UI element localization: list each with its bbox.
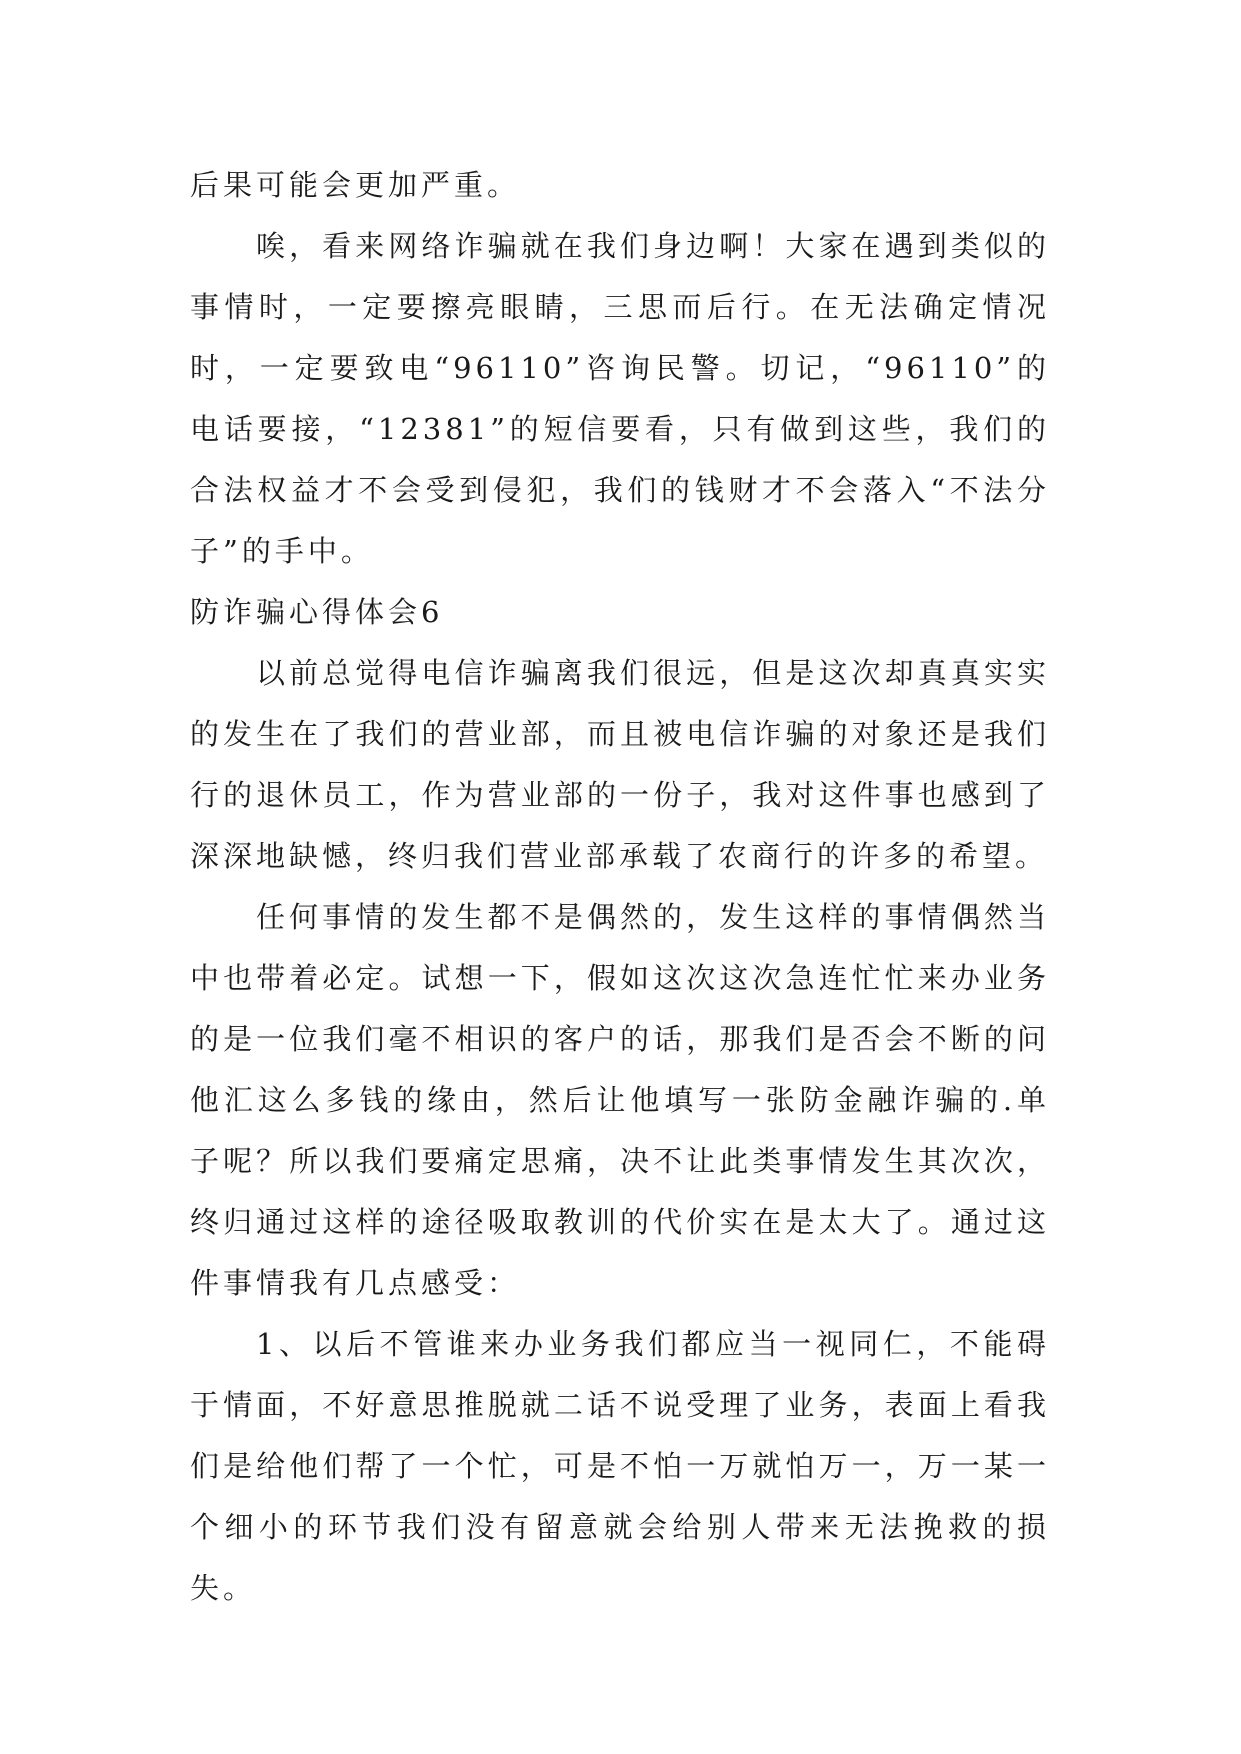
paragraph-reflection: 任何事情的发生都不是偶然的，发生这样的事情偶然当中也带着必定。试想一下，假如这次这次急连忙忙来办业务的是一位我们毫不相识的客户的话，那我们是否会不断的问他汇这么多钱的缘由，然后让他填写一张防金融诈骗的.单子呢？所以我们要痛定思痛，决不让此类事情发生其次次，终归通过这样的途径吸取教训的代价实在是太大了。通过这件事情我有几点感受： [190, 900, 1050, 1300]
paragraph-warning: 唉，看来网络诈骗就在我们身边啊！大家在遇到类似的事情时，一定要擦亮眼睛，三思而后行。在无法确定情况时，一定要致电“96110”咨询民警。切记，“96110”的电话要接，“12381”的短信要看，只有做到这些，我们的合法权益才不会受到侵犯，我们的钱财才不会落入“不法分子”的手中。 [190, 229, 1050, 568]
document-body [190, 155, 1050, 1619]
section-heading: 防诈骗心得体会6 [190, 595, 444, 629]
paragraph-intro: 以前总觉得电信诈骗离我们很远，但是这次却真真实实的发生在了我们的营业部，而且被电信诈骗的对象还是我们行的退休员工，作为营业部的一份子，我对这件事也感到了深深地缺憾，终归我们营业部承载了农商行的许多的希望。 [190, 656, 1050, 873]
paragraph-point-1: 1、以后不管谁来办业务我们都应当一视同仁，不能碍于情面，不好意思推脱就二话不说受理了业务，表面上看我们是给他们帮了一个忙，可是不怕一万就怕万一，万一某一个细小的环节我们没有留意就会给别人带来无法挽救的损失。 [190, 1327, 1050, 1605]
paragraph-consequence: 后果可能会更加严重。 [190, 168, 521, 202]
